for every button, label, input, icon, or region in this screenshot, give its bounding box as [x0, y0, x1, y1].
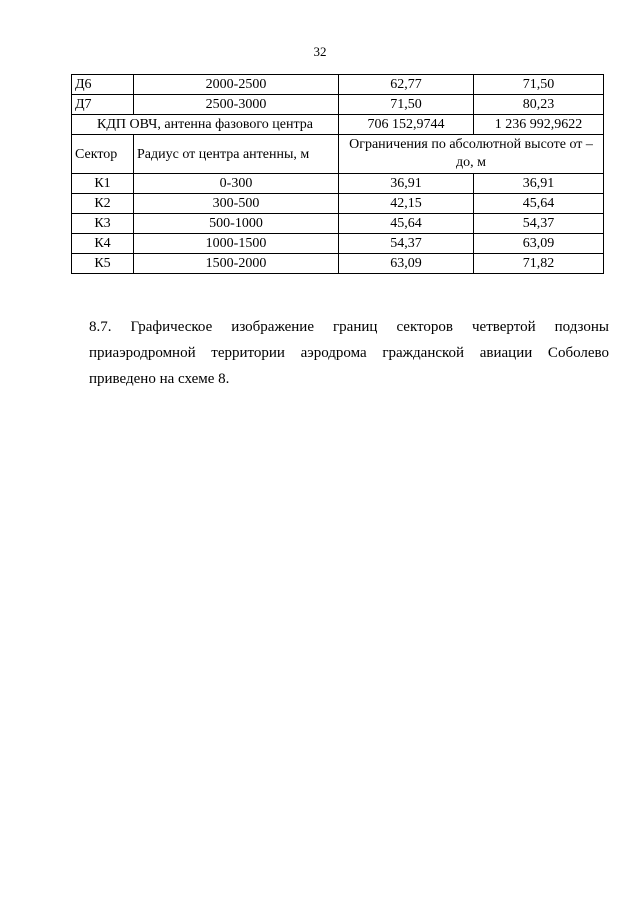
- limit-to-cell: 80,23: [474, 95, 604, 115]
- radius-cell: 2000-2500: [134, 75, 339, 95]
- table-header-row: [72, 135, 604, 174]
- limit-from-cell: 71,50: [339, 95, 474, 115]
- sector-limits-table: [71, 74, 604, 274]
- limit-to-cell: 71,50: [474, 75, 604, 95]
- limit-from-cell: 45,64: [339, 214, 474, 234]
- table-row: [72, 174, 604, 194]
- radius-cell: 0-300: [134, 174, 339, 194]
- header-limits: Ограничения по абсолютной высоте от – до, м: [339, 135, 604, 174]
- sector-cell: К4: [72, 234, 134, 254]
- header-radius: Радиус от центра антенны, м: [134, 135, 339, 174]
- table-row: [72, 75, 604, 95]
- sector-cell: Д6: [72, 75, 134, 95]
- header-sector: Сектор: [72, 135, 134, 174]
- table-row: [72, 115, 604, 135]
- limit-to-cell: 71,82: [474, 254, 604, 274]
- table-row: [72, 194, 604, 214]
- radius-cell: 1500-2000: [134, 254, 339, 274]
- sector-cell: К3: [72, 214, 134, 234]
- radius-cell: 300-500: [134, 194, 339, 214]
- object-label-cell: КДП ОВЧ, антенна фазового центра: [72, 115, 339, 135]
- table-row: [72, 95, 604, 115]
- limit-from-cell: 63,09: [339, 254, 474, 274]
- radius-cell: 1000-1500: [134, 234, 339, 254]
- coordinate-cell: 1 236 992,9622: [474, 115, 604, 135]
- limit-from-cell: 42,15: [339, 194, 474, 214]
- radius-cell: 2500-3000: [134, 95, 339, 115]
- page-number: 32: [313, 44, 327, 59]
- limit-to-cell: 36,91: [474, 174, 604, 194]
- table-row: [72, 254, 604, 274]
- limit-to-cell: 45,64: [474, 194, 604, 214]
- radius-cell: 500-1000: [134, 214, 339, 234]
- sector-cell: К5: [72, 254, 134, 274]
- sector-cell: К2: [72, 194, 134, 214]
- sector-cell: К1: [72, 174, 134, 194]
- table-row: [72, 214, 604, 234]
- limit-from-cell: 54,37: [339, 234, 474, 254]
- coordinate-cell: 706 152,9744: [339, 115, 474, 135]
- limit-to-cell: 63,09: [474, 234, 604, 254]
- body-paragraph: 8.7. Графическое изображение границ секторов четвертой подзоны приаэродромной территории аэродрома гражданской авиации Соболево приведено на схеме 8.: [89, 319, 609, 387]
- limit-to-cell: 54,37: [474, 214, 604, 234]
- limit-from-cell: 62,77: [339, 75, 474, 95]
- table-row: [72, 234, 604, 254]
- sector-cell: Д7: [72, 95, 134, 115]
- limit-from-cell: 36,91: [339, 174, 474, 194]
